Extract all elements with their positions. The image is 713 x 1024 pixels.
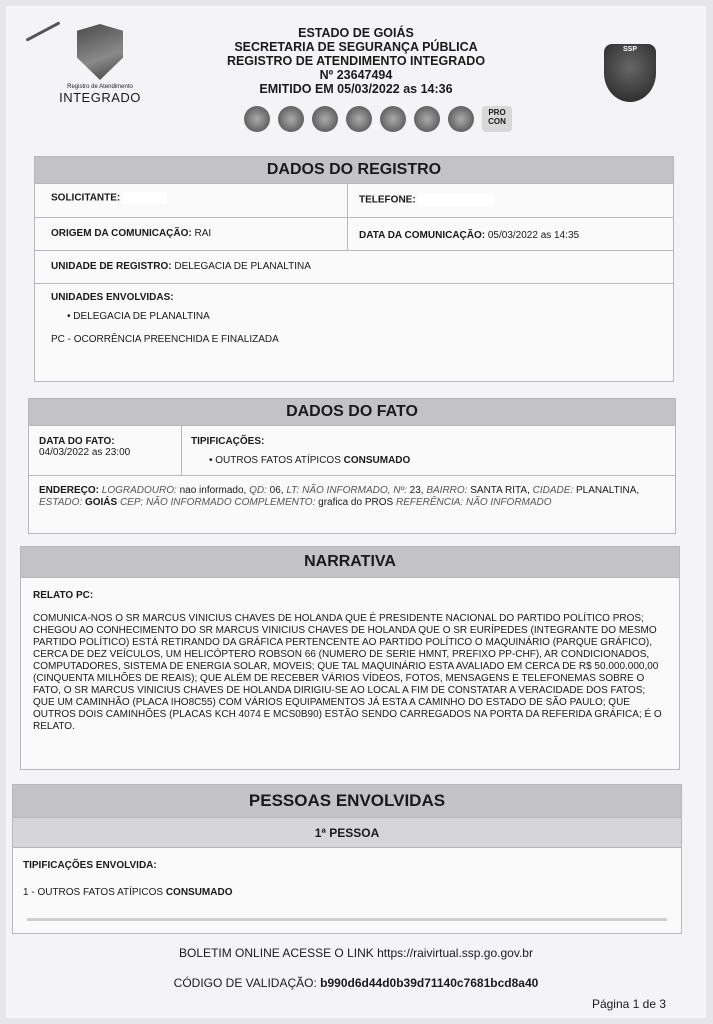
tipificacao-item bbox=[209, 455, 410, 466]
logo-title: INTEGRADO bbox=[59, 90, 141, 105]
row-relato bbox=[21, 577, 679, 770]
row-unidades-envolvidas bbox=[35, 283, 673, 382]
data-comunicacao-value: 05/03/2022 as 14:35 bbox=[487, 230, 580, 241]
num-label: Nº: bbox=[393, 485, 407, 496]
tipificacao-envolvida-item bbox=[23, 887, 232, 898]
tipificacao-envolvida-text: 1 - OUTROS FATOS ATÍPICOS bbox=[23, 887, 164, 898]
document-page bbox=[6, 6, 706, 1018]
solicitante-label: SOLICITANTE: bbox=[51, 192, 121, 204]
section-title: NARRATIVA bbox=[21, 547, 679, 577]
cidade-value: PLANALTINA, bbox=[576, 485, 640, 496]
row-solicitante bbox=[35, 183, 673, 217]
ssp-label: SSP bbox=[622, 46, 637, 53]
redacted-field bbox=[418, 194, 494, 206]
document-header bbox=[6, 6, 706, 146]
logradouro-value: nao informado, bbox=[179, 485, 247, 496]
validation-code: b990d6d44d0b39d71140c7681bcd8a40 bbox=[320, 976, 539, 990]
referencia-label: REFERÊNCIA: NÃO INFORMADO bbox=[395, 497, 552, 508]
relato-label: RELATO PC: bbox=[33, 590, 94, 601]
tipificacao-status: CONSUMADO bbox=[343, 455, 411, 466]
section-dados-fato bbox=[28, 398, 676, 534]
badge-icon bbox=[244, 106, 270, 132]
section-title: PESSOAS ENVOLVIDAS bbox=[13, 785, 681, 817]
unidade-label: UNIDADE DE REGISTRO: bbox=[51, 261, 172, 272]
shield-icon bbox=[77, 24, 123, 80]
section-title: DADOS DO REGISTRO bbox=[35, 157, 673, 183]
endereco-text bbox=[39, 485, 667, 509]
origem-value: RAI bbox=[194, 228, 212, 239]
row-endereco bbox=[29, 475, 675, 533]
bairro-label: BAIRRO: bbox=[426, 485, 468, 496]
header-line-secretaria: SECRETARIA DE SEGURANÇA PÚBLICA bbox=[234, 40, 478, 54]
cep-label: CEP: NÃO INFORMADO bbox=[119, 497, 232, 508]
status-text: PC - OCORRÊNCIA PREENCHIDA E FINALIZADA bbox=[51, 334, 279, 345]
header-line-state: ESTADO DE GOIÁS bbox=[298, 26, 414, 40]
row-origem bbox=[35, 217, 673, 250]
estado-value: GOIÁS bbox=[84, 497, 118, 508]
complemento-label: COMPLEMENTO: bbox=[234, 497, 316, 508]
redacted-field bbox=[123, 192, 167, 204]
telefone-label: TELEFONE: bbox=[359, 194, 416, 206]
header-line-number: Nº 23647494 bbox=[319, 68, 393, 82]
qd-value: 06, bbox=[269, 485, 284, 496]
tipificacoes-label: TIPIFICAÇÕES: bbox=[191, 436, 265, 447]
badge-icon bbox=[448, 106, 474, 132]
cidade-label: CIDADE: bbox=[532, 485, 574, 496]
num-value: 23, bbox=[409, 485, 424, 496]
section-narrativa bbox=[20, 546, 680, 770]
origem-label: ORIGEM DA COMUNICAÇÃO: bbox=[51, 228, 192, 239]
row-data-tipificacao bbox=[29, 425, 675, 475]
lt-label: LT: NÃO INFORMADO, bbox=[286, 485, 391, 496]
section-dados-registro bbox=[34, 156, 674, 382]
tipificacao-envolvida-status: CONSUMADO bbox=[165, 887, 233, 898]
envolvidas-label: UNIDADES ENVOLVIDAS: bbox=[51, 292, 174, 303]
rai-logo bbox=[50, 24, 150, 105]
page-number: Página 1 de 3 bbox=[591, 997, 666, 1011]
pessoa-subtitle: 1ª PESSOA bbox=[13, 817, 681, 847]
endereco-label: ENDEREÇO: bbox=[39, 485, 100, 496]
tipificacao-text: OUTROS FATOS ATÍPICOS bbox=[215, 455, 341, 466]
estado-label: ESTADO: bbox=[39, 497, 83, 508]
row-tipificacoes-envolvida bbox=[13, 847, 681, 933]
tipificacoes-envolvida-label: TIPIFICAÇÕES ENVOLVIDA: bbox=[23, 860, 157, 871]
data-comunicacao-label: DATA DA COMUNICAÇÃO: bbox=[359, 230, 486, 241]
badge-icon bbox=[414, 106, 440, 132]
relato-text: COMUNICA-NOS O SR MARCUS VINICIUS CHAVES DE HOLANDA QUE É PRESIDENTE NACIONAL DO PARTIDO POLÍTICO PROS; CHEGOU AO CONHECIMENTO DO SR MARCUS VINICIUS CHAVES DE HOLANDA QUE O SR EURÍPEDES (INTEGRANTE DO MESMO PARTIDO POLÍTICO) ESTÁ RETIRANDO DA GRÁFICA PERTENCENTE AO PARTIDO POLÍTICO O MAQUINÁRIO (PARQUE GRÁFICO), CERCA DE DEZ VEÍCULOS, UM HELICÓPTERO ROBSON 66 (NUMERO DE SERIE HMNT, PREFIXO PP-CHF), AR CONDICIONADOS, COMPUTADORES, SISTEMA DE ENERGIA SOLAR, MOVEIS; QUE TAL MAQUINÁRIO ESTA AVALIADO EM CERCA DE R$ 50.000.000,00 (CINQUENTA MILHÕES DE REAIS); QUE ALÉM DE RECEBER VÁRIOS VÍDEOS, FOTOS, MENSAGENS E TELEFONEMAS SOBRE O FATO, O SR MARCUS VINICIUS CHAVES DE HOLANDA DIRIGIU-SE AO LOCAL A FIM DE CONSTATAR A VERACIDADE DOS FATOS; QUE UM CAMINHÃO (PLACA IHO8C55) COM VÁRIOS EQUIPAMENTOS JÁ ESTA A CAMINHO DO ESTADO DE SÃO PAULO; QUE OUTROS DOIS CAMINHÕES (PLACAS KCH 4074 E MCS0B90) ESTÃO SENDO CARREGADOS NA PORTA DA REFERIDA GRÁFICA; É O RELATO. bbox=[33, 613, 662, 732]
ssp-logo bbox=[590, 36, 670, 116]
header-line-emitido: EMITIDO EM 05/03/2022 as 14:36 bbox=[259, 82, 453, 96]
complemento-value: grafica do PROS bbox=[318, 497, 394, 508]
badge-icon bbox=[346, 106, 372, 132]
qd-label: QD: bbox=[249, 485, 267, 496]
footer-link-text: BOLETIM ONLINE ACESSE O LINK https://raivirtual.ssp.go.gov.br bbox=[179, 946, 533, 960]
badge-icon bbox=[278, 106, 304, 132]
envolvidas-item: • DELEGACIA DE PLANALTINA bbox=[67, 311, 279, 322]
footer-validation bbox=[6, 976, 706, 990]
section-pessoas bbox=[12, 784, 682, 934]
header-line-registro: REGISTRO DE ATENDIMENTO INTEGRADO bbox=[226, 54, 486, 68]
data-fato-value: 04/03/2022 as 23:00 bbox=[39, 447, 131, 458]
bairro-value: SANTA RITA, bbox=[470, 485, 530, 496]
validation-label: CÓDIGO DE VALIDAÇÃO: bbox=[173, 976, 317, 990]
unidade-value: DELEGACIA DE PLANALTINA bbox=[174, 261, 311, 272]
procon-badge: PRO CON bbox=[482, 106, 512, 132]
section-title: DADOS DO FATO bbox=[29, 399, 675, 425]
logo-caption: Registro de Atendimento bbox=[67, 84, 133, 90]
header-title bbox=[206, 26, 506, 96]
data-fato-label: DATA DO FATO: bbox=[39, 436, 115, 447]
logradouro-label: LOGRADOURO: bbox=[101, 485, 177, 496]
row-unidade bbox=[35, 250, 673, 283]
badge-icon bbox=[312, 106, 338, 132]
badge-icon bbox=[380, 106, 406, 132]
agency-badges bbox=[244, 106, 512, 132]
